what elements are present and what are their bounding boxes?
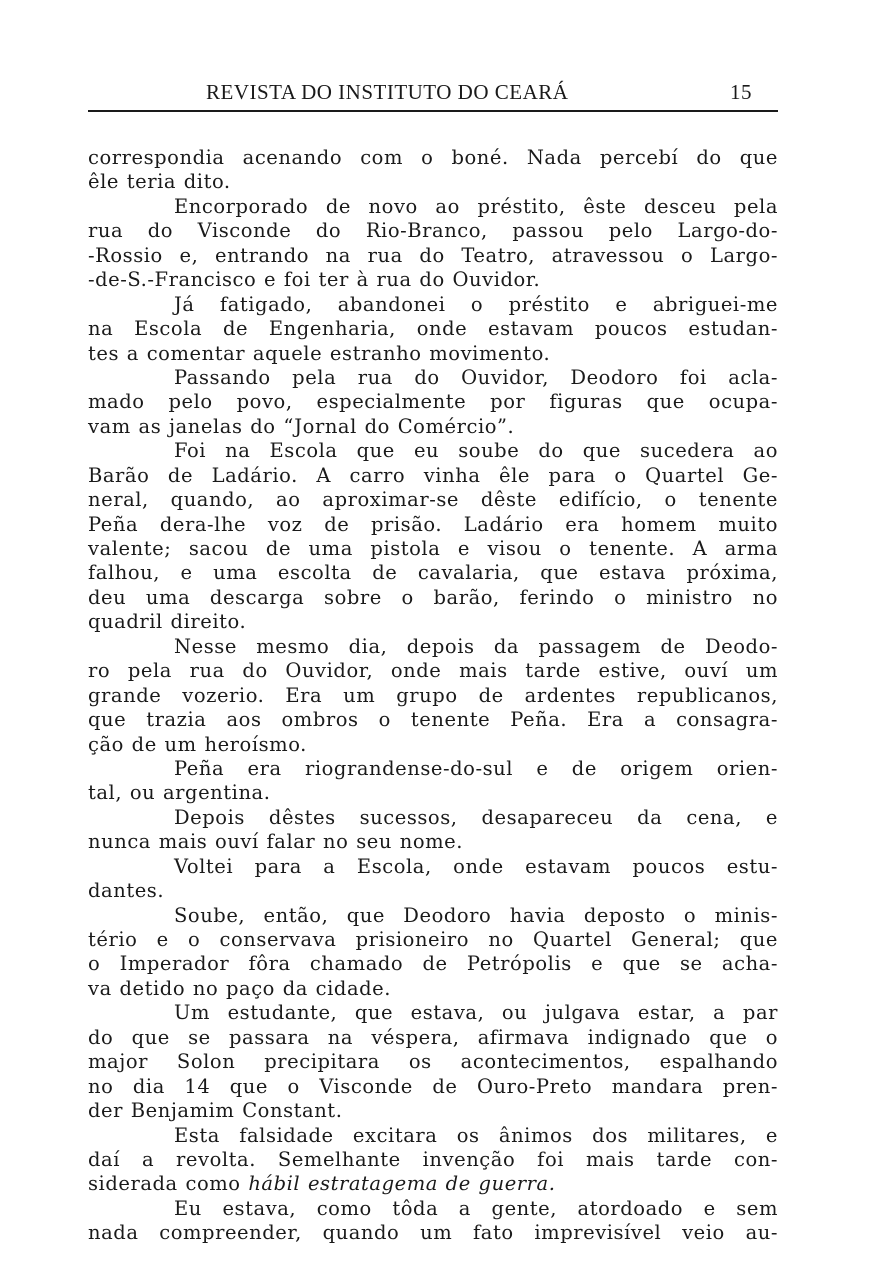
text-line-content: Esta falsidade excitara os ânimos dos militares, e (174, 1123, 778, 1147)
text-line-content: Encorporado de novo ao préstito, êste desceu pela (174, 194, 778, 218)
text-line (88, 904, 778, 928)
text-line-content: nunca mais ouví falar no seu nome. (88, 830, 463, 854)
text-line-content: der Benjamim Constant. (88, 1099, 343, 1123)
text-line (88, 586, 778, 610)
text-line-content: falhou, e uma escolta de cavalaria, que estava próxima, (88, 561, 778, 585)
text-line (88, 952, 778, 976)
text-line-content: -Rossio e, entrando na rua do Teatro, atravessou o Largo- (88, 243, 778, 267)
running-header (88, 80, 778, 112)
text-line (88, 1099, 778, 1123)
text-line-content: -de-S.-Francisco e foi ter à rua do Ouvidor. (88, 268, 541, 292)
text-line (88, 244, 778, 268)
text-line-content: va detido no paço da cidade. (88, 976, 392, 1000)
text-line (88, 268, 778, 292)
text-line (88, 293, 778, 317)
text-line-content: Um estudante, que estava, ou julgava estar, a par (174, 1001, 778, 1025)
text-line-content: neral, quando, ao aproximar-se dêste edifício, o tenente (88, 488, 778, 512)
text-line (88, 1172, 778, 1196)
text-line-content: tes a comentar aquele estranho movimento. (88, 341, 551, 365)
text-line-content: Barão de Ladário. A carro vinha êle para o Quartel Ge- (88, 463, 778, 487)
text-line-content: nada compreender, quando um fato imprevisível veio au- (88, 1221, 778, 1245)
text-line-content: que trazia aos ombros o tenente Peña. Era a consagra- (88, 708, 778, 732)
text-line (88, 561, 778, 585)
text-line (88, 806, 778, 830)
text-line-content: ro pela rua do Ouvidor, onde mais tarde estive, ouví um (88, 659, 778, 683)
text-line (88, 170, 778, 194)
text-line (88, 1221, 778, 1245)
text-line (88, 146, 778, 170)
text-line-content: vam as janelas do “Jornal do Comércio”. (88, 414, 515, 438)
text-line-content: quadril direito. (88, 610, 247, 634)
text-line-content: o Imperador fôra chamado de Petrópolis e que se acha- (88, 952, 778, 976)
text-line-content: siderada como (88, 1172, 249, 1196)
text-line-content: êle teria dito. (88, 170, 231, 194)
text-line (88, 219, 778, 243)
text-line-content: tério e o conservava prisioneiro no Quartel General; que (88, 928, 778, 951)
text-line (88, 757, 778, 781)
text-line (88, 195, 778, 219)
text-line (88, 733, 778, 757)
text-line-content: Peña dera-lhe voz de prisão. Ladário era homem muito (88, 512, 778, 536)
text-line (88, 390, 778, 414)
italic-phrase: hábil estratagema de guerra. (248, 1172, 556, 1196)
text-line-content: na Escola de Engenharia, onde estavam poucos estudan- (88, 317, 778, 341)
text-line (88, 977, 778, 1001)
text-line-content: no dia 14 que o Visconde de Ouro-Preto mandara pren- (88, 1074, 778, 1098)
text-line (88, 464, 778, 488)
text-line (88, 1124, 778, 1148)
text-line (88, 1001, 778, 1025)
text-line-content: Eu estava, como tôda a gente, atordoado e sem (174, 1196, 778, 1220)
body-text (88, 146, 778, 1246)
text-line (88, 659, 778, 683)
text-line (88, 342, 778, 366)
text-line (88, 928, 778, 952)
text-line (88, 781, 778, 805)
text-line (88, 684, 778, 708)
text-line-content: Passando pela rua do Ouvidor, Deodoro foi acla- (174, 365, 778, 389)
text-line-content: Foi na Escola que eu soube do que sucedera ao (174, 439, 778, 463)
text-line (88, 415, 778, 439)
text-line (88, 1148, 778, 1172)
text-line-content: correspondia acenando com o boné. Nada percebí do que (88, 146, 778, 169)
text-line (88, 488, 778, 512)
text-line-content: Voltei para a Escola, onde estavam poucos estu- (174, 854, 778, 878)
text-line-content: ção de um heroísmo. (88, 732, 307, 756)
text-line (88, 1075, 778, 1099)
text-line (88, 537, 778, 561)
document-page (88, 80, 778, 1246)
text-line-content: mado pelo povo, especialmente por figuras que ocupa- (88, 390, 778, 414)
text-line-content: deu uma descarga sobre o barão, ferindo o ministro no (88, 585, 778, 609)
text-line (88, 366, 778, 390)
text-line-content: Peña era riograndense-do-sul e de origem orien- (174, 756, 778, 780)
text-line (88, 1026, 778, 1050)
text-line-content: tal, ou argentina. (88, 781, 271, 805)
page-number: 15 (730, 80, 752, 104)
text-line-content: daí a revolta. Semelhante invenção foi mais tarde con- (88, 1147, 778, 1171)
text-line-content: major Solon precipitara os acontecimentos, espalhando (88, 1050, 778, 1074)
text-line (88, 708, 778, 732)
text-line-content: grande vozerio. Era um grupo de ardentes republicanos, (88, 683, 778, 707)
text-line (88, 513, 778, 537)
text-line (88, 879, 778, 903)
text-line-content: dantes. (88, 879, 165, 903)
text-line-content: do que se passara na véspera, afirmava indignado que o (88, 1025, 778, 1049)
text-line-content: rua do Visconde do Rio-Branco, passou pelo Largo-do- (88, 219, 778, 243)
text-line-content: Já fatigado, abandonei o préstito e abriguei-me (174, 292, 778, 316)
text-line (88, 1197, 778, 1221)
text-line (88, 830, 778, 854)
text-line (88, 635, 778, 659)
text-line (88, 317, 778, 341)
text-line-content: Soube, então, que Deodoro havia deposto o minis- (174, 903, 778, 927)
text-line (88, 855, 778, 879)
text-line (88, 1050, 778, 1074)
text-line (88, 610, 778, 634)
text-line-content: valente; sacou de uma pistola e visou o tenente. A arma (88, 537, 778, 560)
text-line-content: Nesse mesmo dia, depois da passagem de Deodo- (174, 634, 778, 658)
journal-title: REVISTA DO INSTITUTO DO CEARÁ (206, 80, 569, 104)
text-line-content: Depois dêstes sucessos, desapareceu da cena, e (174, 805, 778, 829)
text-line (88, 439, 778, 463)
